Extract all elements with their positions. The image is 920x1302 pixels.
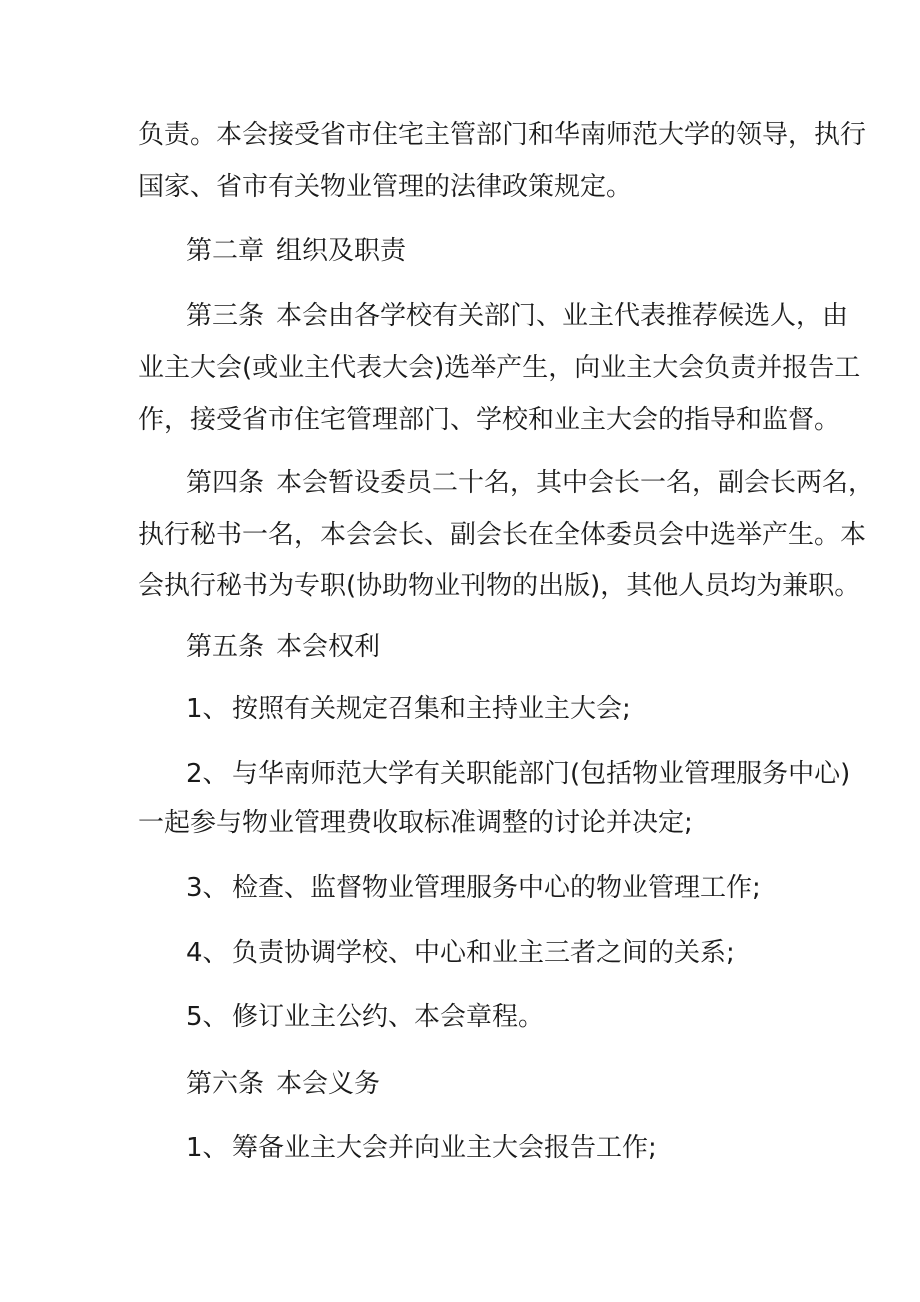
item-number: 1、 <box>186 1133 229 1163</box>
paragraph-line: 国家、省市有关物业管理的法律政策规定。 <box>138 172 633 202</box>
list-item <box>186 757 851 791</box>
paragraph-line: 会执行秘书为专职(协助物业刊物的出版)，其他人员均为兼职。 <box>138 571 861 601</box>
chapter-heading <box>186 234 798 268</box>
list-item <box>186 871 798 905</box>
chapter-title: 组织及职责 <box>276 236 407 266</box>
article-title: 本会义务 <box>276 1069 381 1099</box>
item-number: 5、 <box>186 1002 229 1032</box>
article-number: 第三条 <box>186 301 265 331</box>
list-item <box>186 692 798 726</box>
list-item-continuation: 一起参与物业管理费收取标准调整的讨论并决定; <box>138 808 693 838</box>
chapter-number: 第二章 <box>186 236 265 266</box>
article-number: 第六条 <box>186 1069 265 1099</box>
list-item <box>186 1131 798 1165</box>
item-text: 筹备业主大会并向业主大会报告工作; <box>232 1133 657 1163</box>
article-5-heading <box>186 630 798 664</box>
item-number: 4、 <box>186 938 229 968</box>
paragraph-line: 负责。本会接受省市住宅主管部门和华南师范大学的领导，执行 <box>138 120 867 150</box>
item-text: 负责协调学校、中心和业主三者之间的关系; <box>232 938 735 968</box>
article-text: 本会暂设委员二十名，其中会长一名，副会长两名， <box>276 468 875 498</box>
article-4-line <box>186 466 875 500</box>
article-text: 本会由各学校有关部门、业主代表推荐候选人，由 <box>276 301 849 331</box>
item-number: 1、 <box>186 694 229 724</box>
item-text: 与华南师范大学有关职能部门(包括物业管理服务中心) <box>232 759 851 789</box>
article-3-line <box>186 299 849 333</box>
paragraph-line: 作，接受省市住宅管理部门、学校和业主大会的指导和监督。 <box>138 405 841 435</box>
list-item <box>186 936 798 970</box>
paragraph-line: 执行秘书一名，本会会长、副会长在全体委员会中选举产生。本 <box>138 520 867 550</box>
item-number: 3、 <box>186 873 229 903</box>
article-number: 第四条 <box>186 468 265 498</box>
item-number: 2、 <box>186 759 229 789</box>
item-text: 修订业主公约、本会章程。 <box>232 1002 545 1032</box>
article-title: 本会权利 <box>276 632 381 662</box>
article-number: 第五条 <box>186 632 265 662</box>
list-item <box>186 1000 798 1034</box>
item-text: 检查、监督物业管理服务中心的物业管理工作; <box>232 873 761 903</box>
paragraph-line: 业主大会(或业主代表大会)选举产生，向业主大会负责并报告工 <box>138 353 861 383</box>
item-text: 按照有关规定召集和主持业主大会; <box>232 694 631 724</box>
article-6-heading <box>186 1067 798 1101</box>
